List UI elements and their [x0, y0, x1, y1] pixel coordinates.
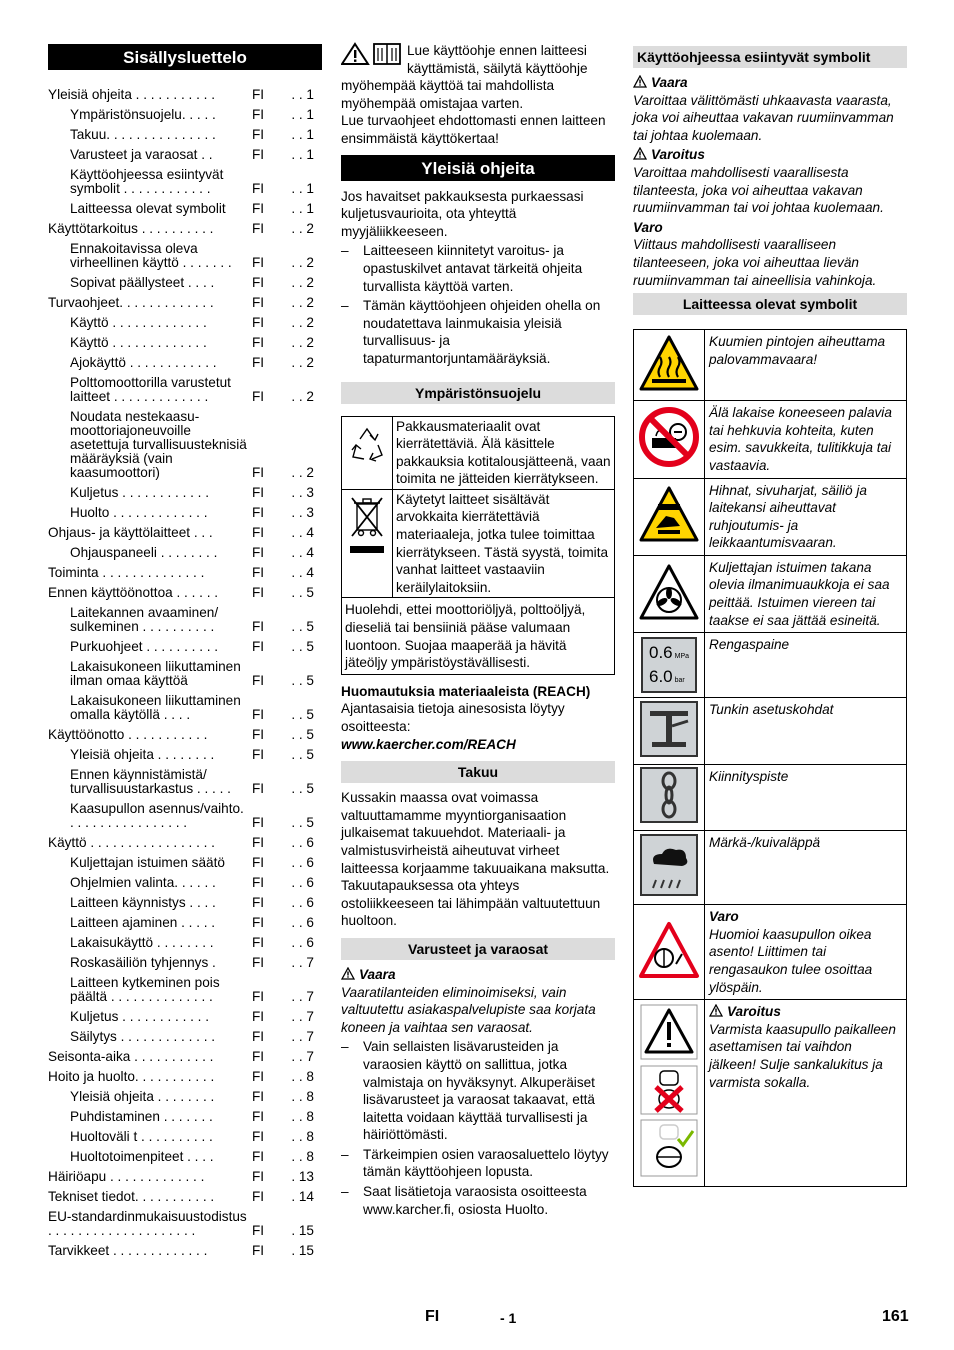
toc-entry[interactable] [48, 200, 322, 220]
device-symbol-text: Tunkin asetuskohdat [705, 698, 907, 765]
danger-label [633, 74, 907, 92]
toc-entry-page: . . 7 [291, 955, 314, 970]
gas-bottle-position-cell [634, 905, 705, 1000]
device-symbol-text: Märkä-/kuivaläppä [705, 831, 907, 905]
toc-entry-page: . . 1 [291, 127, 314, 142]
toc-entry-lang: FI [252, 989, 265, 1004]
warranty-title: Takuu [341, 761, 615, 783]
toc-entry-title: Kuljetus . . . . . . . . . . . . [70, 1009, 210, 1024]
toc-entry-lang: FI [252, 465, 265, 480]
no-burning-items-icon [638, 406, 700, 468]
toc-entry[interactable] [48, 106, 322, 126]
env-row-3: Huolehdi, ettei moottoriöljyä, polttoöljyä, dieseliä tai bensiiniä pääse valumaan luontoon. Suojaa maaperää ja hävitä jäteöljy ympäristöystävällisesti. [342, 598, 615, 674]
toc-entry-page: . . 8 [291, 1089, 314, 1104]
toc-entry-page: . . 7 [291, 989, 314, 1004]
toc-entry-page: . . 2 [291, 335, 314, 350]
toc-entry[interactable] [48, 1148, 322, 1168]
toc-entry[interactable] [48, 894, 322, 914]
toc-entry[interactable] [48, 746, 322, 766]
toc-entry-title: Laitteessa olevat symbolit [70, 201, 226, 216]
list-item: – Tärkeimpien osien varaosaluettelo löytyy tämän käyttöohjeen lopusta. [341, 1146, 615, 1181]
toc-entry-lang: FI [252, 1069, 265, 1084]
device-caution-text: Huomioi kaasupullon oikea asento! Liittimen tai rengasaukon tulee osoittaa ylöspäin. [709, 926, 873, 995]
toc-entry-title: Lakaisukoneen liikuttaminen ilman omaa käyttöä [70, 659, 241, 688]
toc-entry-lang: FI [252, 747, 265, 762]
toc-entry[interactable] [48, 1088, 322, 1108]
caution-label: Varo [633, 219, 663, 235]
gauge-unit-1: MPa [674, 653, 690, 661]
crush-hazard-cell [634, 478, 705, 555]
list-item: – Saat lisätietoja varaosista osoitteesta www.karcher.fi, osiosta Huolto. [341, 1183, 615, 1218]
gas-bottle-wrong-icon [640, 1065, 698, 1115]
toc-entry-page: . . 2 [291, 355, 314, 370]
toc-entry[interactable] [48, 1108, 322, 1128]
toc-entry-lang: FI [252, 275, 265, 290]
toc-entry-title: Kaasupullon asennus/vaihto. . . . . . . . . . . . . . . . . [70, 801, 244, 830]
toc-entry-title: Polttomoottorilla varustetut laitteet . . . . . . . . . . . . . [70, 375, 231, 404]
warning-triangle-large-icon [640, 1004, 698, 1060]
toc-entry-page: . . 7 [291, 1049, 314, 1064]
toc-entry-page: . . 7 [291, 1029, 314, 1044]
toc-entry[interactable] [48, 544, 322, 564]
general-bullets [341, 242, 615, 367]
crossed-bin-icon [342, 490, 392, 566]
toc-entry-title: Purkuohjeet . . . . . . . . . . [70, 639, 219, 654]
toc-entry-page: . . 5 [291, 639, 314, 654]
toc-entry-page: . . 6 [291, 855, 314, 870]
toc-entry-title: Huolto . . . . . . . . . . . . . [70, 505, 208, 520]
toc-entry[interactable] [48, 408, 322, 484]
device-warning-text: Varmista kaasupullo paikalleen asettamisen tai vaihdon jälkeen! Sulje sankalukitus ja varmista sokalla. [709, 1021, 896, 1090]
toc-entry-page: . . 7 [291, 1009, 314, 1024]
toc-entry-lang: FI [252, 545, 265, 560]
general-title: Yleisiä ohjeita [341, 155, 615, 181]
toc-entry-title: Ympäristönsuojelu. . . . . [70, 107, 216, 122]
toc-entry-lang: FI [252, 255, 265, 270]
toc-entry-title: Noudata nestekaasu- moottoriajoneuvoille asetettuja turvallisuusteknisiä määräyksiä (vain kaasumoottori) [70, 409, 247, 480]
toc-entry-title: Säilytys . . . . . . . . . . . . . [70, 1029, 216, 1044]
toc-entry-lang: FI [252, 221, 265, 236]
toc-entry-title: Turvaohjeet. . . . . . . . . . . . . [48, 295, 214, 310]
toc-entry[interactable] [48, 834, 322, 854]
toc-entry-lang: FI [252, 1169, 265, 1184]
toc-title: Sisällysluettelo [48, 44, 322, 70]
warning-manual-icon [341, 42, 403, 66]
toc-entry-title: Tekniset tiedot. . . . . . . . . . . [48, 1189, 215, 1204]
toc-entry-lang: FI [252, 485, 265, 500]
toc-entry-page: . . 2 [291, 389, 314, 404]
toc-entry-lang: FI [252, 915, 265, 930]
gas-bottle-secure-cell [634, 1000, 705, 1187]
toc-entry[interactable] [48, 146, 322, 166]
toc-entry-title: Laitteen ajaminen . . . . . [70, 915, 216, 930]
tie-down-point-cell [634, 765, 705, 831]
toc-entry-lang: FI [252, 1243, 265, 1258]
footer-page-number: 161 [882, 1308, 909, 1325]
toc-entry-page: . 13 [291, 1169, 314, 1184]
toc-entry-page: . . 2 [291, 315, 314, 330]
toc-entry-title: Käyttö . . . . . . . . . . . . . . . . . [48, 835, 215, 850]
toc-entry[interactable] [48, 1068, 322, 1088]
device-warning-label-text: Varoitus [727, 1004, 781, 1020]
toc-entry-lang: FI [252, 835, 265, 850]
toc-entry[interactable] [48, 564, 322, 584]
toc-entry[interactable] [48, 374, 322, 408]
toc-entry-lang: FI [252, 315, 265, 330]
toc-entry-page: . . 2 [291, 255, 314, 270]
toc-entry-lang: FI [252, 855, 265, 870]
device-symbol-text: Kiinnityspiste [705, 765, 907, 831]
toc-entry-title: Käyttöohjeessa esiintyvät symbolit . . . . . . . . . . . . [70, 167, 224, 196]
hot-surface-cell [634, 330, 705, 401]
toc-entry-page: . . 2 [291, 295, 314, 310]
list-item: – Laitteeseen kiinnitetyt varoitus- ja opastuskilvet antavat tärkeitä ohjeita turvallista käyttöä varten. [341, 242, 615, 295]
gas-bottle-warning [705, 1000, 907, 1187]
toc-entry-lang: FI [252, 147, 265, 162]
toc-entry-page: . . 3 [291, 485, 314, 500]
toc-entry-title: Laitteen käynnistys . . . . [70, 895, 216, 910]
device-symbol-text: Älä lakaise koneeseen palavia tai hehkuvia kohteita, kuten esim. savukkeita, tulitikkuja tai vastaavia. [705, 401, 907, 478]
warning-triangle-icon [341, 967, 355, 980]
toc-entry-page: . . 8 [291, 1069, 314, 1084]
footer-page-sub-text: - 1 [500, 1310, 517, 1326]
toc-entry[interactable] [48, 86, 322, 106]
symbols-device-title: Laitteessa olevat symbolit [633, 293, 907, 315]
device-symbol-text: Kuumien pintojen aiheuttama palovammavaara! [705, 330, 907, 401]
toc-entry-page: . . 5 [291, 815, 314, 830]
toc-entry-page: . . 5 [291, 727, 314, 742]
toc-entry-title: Laitekannen avaaminen/ sulkeminen . . . . . . . . . . [70, 605, 219, 634]
toc-column [48, 44, 322, 1262]
toc-entry-title: Ajokäyttö . . . . . . . . . . . . [70, 355, 217, 370]
toc-entry-title: Lakaisukoneen liikuttaminen omalla käytöllä . . . . [70, 693, 241, 722]
toc-entry[interactable] [48, 604, 322, 638]
toc-entry-lang: FI [252, 355, 265, 370]
toc-entry-lang: FI [252, 1129, 265, 1144]
reach-title: Huomautuksia materiaaleista (REACH) [341, 683, 591, 699]
toc-entry-page: . 14 [291, 1189, 314, 1204]
device-symbol-text: Hihnat, sivuharjat, säiliö ja laitekansi aiheuttavat ruhjoutumis- ja leikkaantumisvaaran. [705, 478, 907, 555]
toc-entry-title: EU-standardinmukaisuustodistus . . . . . . . . . . . . . . . . . . . . [48, 1209, 247, 1238]
toc-entry-lang: FI [252, 1089, 265, 1104]
accessories-title: Varusteet ja varaosat [341, 938, 615, 960]
toc-entry[interactable] [48, 1008, 322, 1028]
toc-entry-page: . . 1 [291, 107, 314, 122]
recycle-icon-cell [342, 416, 393, 489]
toc-entry[interactable] [48, 314, 322, 334]
gauge-value-1: 0.6 [649, 643, 673, 663]
toc-entry-page: . 15 [291, 1223, 314, 1238]
toc-entry-title: Ohjaus- ja käyttölaitteet . . . [48, 525, 213, 540]
toc-entry-page: . . 4 [291, 525, 314, 540]
toc-entry-lang: FI [252, 1049, 265, 1064]
fan-hazard-icon [638, 562, 700, 622]
toc-entry[interactable] [48, 874, 322, 894]
env-row-2: Käytetyt laitteet sisältävät arvokkaita kierrätettäviä materiaaleja, jotka tulee toimittaa kierrätykseen. Tästä syystä, toimita vanhat laitteet vastaaviin keräilylaitoksiin. [393, 489, 615, 598]
toc-entry[interactable] [48, 1128, 322, 1148]
accessories-bullets [341, 1038, 615, 1218]
toc-entry[interactable] [48, 126, 322, 146]
warranty-text: Kussakin maassa ovat voimassa valtuuttamamme myyntiorganisaation julkaisemat takuuehdot. Materiaali- ja valmistusvirheistä aiheutuvat virheet laitteessa korjaamme takuuaikana maksutta. Takuutapauksessa ota yhteys ostoliikkeeseen tai lähimpään valtuutettuun huoltoon. [341, 790, 610, 929]
toc-entry-page: . . 5 [291, 619, 314, 634]
weee-icon-cell [342, 489, 393, 598]
toc-entry-lang: FI [252, 673, 265, 688]
warning-text: Varoittaa mahdollisesti vaarallisesta tilanteesta, joka voi aiheuttaa vakavan ruumiinvamman tai voi johtaa kuolemaan. [633, 164, 884, 216]
toc-entry-page: . . 1 [291, 181, 314, 196]
device-symbols-table [633, 329, 907, 1187]
gas-bottle-caution [705, 905, 907, 1000]
toc-entry-lang: FI [252, 619, 265, 634]
toc-entry-lang: FI [252, 87, 265, 102]
toc-entry-title: Käyttöönotto . . . . . . . . . . . [48, 727, 208, 742]
toc-entry-lang: FI [252, 895, 265, 910]
toc-entry-page: . . 5 [291, 585, 314, 600]
fan-hazard-cell [634, 555, 705, 632]
toc-entry-title: Ohjelmien valinta. . . . . . [70, 875, 216, 890]
toc-entry[interactable] [48, 524, 322, 544]
tyre-pressure-gauge [641, 637, 697, 693]
toc-entry-page: . . 5 [291, 781, 314, 796]
warning-label [633, 146, 907, 164]
toc-entry-lang: FI [252, 935, 265, 950]
toc-entry[interactable] [48, 1168, 322, 1188]
toc-entry-lang: FI [252, 815, 265, 830]
toc-entry[interactable] [48, 1208, 322, 1242]
toc-entry-page: . . 8 [291, 1129, 314, 1144]
gauge-unit-2: bar [674, 677, 685, 685]
hot-surface-icon [638, 333, 700, 393]
toc-entry-lang: FI [252, 127, 265, 142]
toc-entry[interactable] [48, 354, 322, 374]
env-title: Ympäristönsuojelu [341, 382, 615, 404]
danger-label-text: Vaara [651, 75, 688, 90]
toc-entry-lang: FI [252, 181, 265, 196]
toc-entry-lang: FI [252, 1009, 265, 1024]
toc-entry-title: Roskasäiliön tyhjennys . [70, 955, 216, 970]
gas-bottle-warning-icon [638, 920, 700, 980]
toc-entry-page: . . 2 [291, 221, 314, 236]
toc-entry-lang: FI [252, 585, 265, 600]
warning-triangle-icon [633, 75, 647, 88]
toc-entry-page: . . 8 [291, 1149, 314, 1164]
toc-entry-lang: FI [252, 707, 265, 722]
toc-entry[interactable] [48, 484, 322, 504]
no-burning-items-cell [634, 401, 705, 478]
toc-entry-title: Ennen käyttöönottoa . . . . . . [48, 585, 219, 600]
toc-entry[interactable] [48, 934, 322, 954]
toc-entry[interactable] [48, 974, 322, 1008]
reach-url[interactable]: www.kaercher.com/REACH [341, 736, 516, 752]
toc-entry-page: . . 4 [291, 545, 314, 560]
toc-entry-lang: FI [252, 639, 265, 654]
accessories-warn-label [341, 966, 615, 984]
toc-entry-lang: FI [252, 727, 265, 742]
toc-entry-lang: FI [252, 525, 265, 540]
accessories-warn-text: Vaaratilanteiden eliminoimiseksi, vain valtuutettu asiakaspalvelupiste saa korjata koneen ja vaihtaa sen varaosat. [341, 984, 596, 1035]
toc-entry-title: Käyttötarkoitus . . . . . . . . . . [48, 221, 214, 236]
toc-entry-title: Sopivat päällysteet . . . . [70, 275, 215, 290]
device-symbol-text: Rengaspaine [705, 633, 907, 698]
toc-entry-page: . . 4 [291, 565, 314, 580]
jack-point-cell [634, 698, 705, 765]
toc-entry[interactable] [48, 1188, 322, 1208]
toc-entry-title: Seisonta-aika . . . . . . . . . . . [48, 1049, 214, 1064]
toc-entry-title: Laitteen kytkeminen pois päältä . . . . . . . . . . . . . . [70, 975, 220, 1004]
danger-text: Varoittaa välittömästi uhkaavasta vaarasta, joka voi aiheuttaa vakavan ruumiinvamman tai johtaa kuolemaan. [633, 92, 894, 143]
toc-entry[interactable] [48, 220, 322, 240]
reach-text: Ajantasaisia tietoja ainesosista löytyy osoitteesta: [341, 701, 565, 734]
gauge-value-2: 6.0 [649, 667, 673, 687]
toc-entry[interactable] [48, 504, 322, 524]
toc-entry-title: Häiriöapu . . . . . . . . . . . . . [48, 1169, 205, 1184]
toc-entry-page: . . 6 [291, 935, 314, 950]
footer-page-sub [500, 1310, 516, 1326]
toc-entry[interactable] [48, 692, 322, 726]
toc-entry[interactable] [48, 1242, 322, 1262]
toc-entry-page: . . 8 [291, 1109, 314, 1124]
toc-entry-page: . . 3 [291, 505, 314, 520]
toc-entry-lang: FI [252, 389, 265, 404]
toc-entry-page: . . 1 [291, 87, 314, 102]
toc-entry[interactable] [48, 584, 322, 604]
toc-entry-title: Puhdistaminen . . . . . . . [70, 1109, 213, 1124]
toc-entry-title: Ennen käynnistämistä/ turvallisuustarkastus . . . . . [70, 767, 231, 796]
toc-entry[interactable] [48, 914, 322, 934]
crush-hazard-icon [638, 484, 700, 544]
toc-entry-lang: FI [252, 335, 265, 350]
toc-entry-title: Tarvikkeet . . . . . . . . . . . . . [48, 1243, 208, 1258]
toc-entry-title: Käyttö . . . . . . . . . . . . . [70, 335, 207, 350]
caution-text: Viittaus mahdollisesti vaaralliseen tilanteeseen, joka voi aiheuttaa lievän ruumiinvamman tai aineellisia vahinkoja. [633, 237, 877, 288]
toc-entry-page: . . 6 [291, 835, 314, 850]
list-item: – Tämän käyttöohjeen ohjeiden ohella on noudatettava lainmukaisia yleisiä turvallisuus- ja tapaturmantorjuntamääräyksiä. [341, 297, 615, 367]
toc-entry-title: Toiminta . . . . . . . . . . . . . . [48, 565, 205, 580]
toc-entry[interactable] [48, 1028, 322, 1048]
toc-entry-lang: FI [252, 201, 265, 216]
list-item: – Vain sellaisten lisävarusteiden ja varaosien käyttö on sallittua, jotka valmistaja on hyväksynyt. Alkuperäiset lisävarusteet ja varaosat takaavat, että laitetta voidaan käyttää turvallisesti ja häiriöttömästi. [341, 1038, 615, 1144]
toc-entry-lang: FI [252, 875, 265, 890]
toc-entry[interactable] [48, 274, 322, 294]
toc-entry-page: . . 1 [291, 147, 314, 162]
toc-entry-lang: FI [252, 1223, 265, 1238]
toc-entry-lang: FI [252, 1189, 265, 1204]
wet-dry-flap-cell [634, 831, 705, 905]
toc-entry-page: . . 6 [291, 895, 314, 910]
accessories-warn-label-text: Vaara [359, 966, 396, 982]
toc-entry-title: Yleisiä ohjeita . . . . . . . . [70, 1089, 215, 1104]
toc-entry-page: . . 2 [291, 275, 314, 290]
toc-entry-lang: FI [252, 955, 265, 970]
device-caution-label: Varo [709, 909, 739, 925]
toc-entry-page: . . 5 [291, 747, 314, 762]
middle-column [341, 44, 615, 1218]
device-warning-label [709, 1003, 902, 1021]
footer-lang: FI [425, 1308, 440, 1325]
toc-entry[interactable] [48, 166, 322, 200]
rain-cloud-icon [640, 834, 698, 896]
toc-entry-lang: FI [252, 1109, 265, 1124]
toc-entry[interactable] [48, 954, 322, 974]
toc-entry-lang: FI [252, 781, 265, 796]
toc-entry-title: Kuljettajan istuimen säätö [70, 855, 225, 870]
device-symbol-text: Kuljettajan istuimen takana olevia ilmanimuaukkoja ei saa peittää. Istuimen viereen tai taakse ei saa jättää esineitä. [705, 555, 907, 632]
toc-entry-title: Ohjauspaneeli . . . . . . . . [70, 545, 218, 560]
toc-entry-lang: FI [252, 1149, 265, 1164]
warning-triangle-icon [633, 147, 647, 160]
toc-entry-lang: FI [252, 107, 265, 122]
toc-entry[interactable] [48, 240, 322, 274]
toc-entry-title: Huoltoväli t . . . . . . . . . . [70, 1129, 213, 1144]
toc-entry-page: . . 2 [291, 465, 314, 480]
toc-entry-title: Huoltotoimenpiteet . . . . [70, 1149, 214, 1164]
jack-point-icon [640, 701, 698, 757]
intro-block [341, 42, 615, 148]
right-column [633, 44, 907, 1187]
toc-entry[interactable] [48, 766, 322, 800]
toc-entry-title: Yleisiä ohjeita . . . . . . . . . . . [48, 87, 215, 102]
toc-entry-page: . . 5 [291, 673, 314, 688]
intro-text: Lue käyttöohje ennen laitteesi käyttämistä, säilytä käyttöohje myöhempää käyttöä tai mahdollista myöhempää omistajaa varten. [341, 43, 588, 111]
toc-entry-title: Hoito ja huolto. . . . . . . . . . . [48, 1069, 215, 1084]
toc-entry-page: . . 1 [291, 201, 314, 216]
toc-entry-title: Takuu. . . . . . . . . . . . . . . [70, 127, 216, 142]
toc-entry[interactable] [48, 294, 322, 314]
env-row-1: Pakkausmateriaalit ovat kierrätettäviä. Älä käsittele pakkauksia kotitalousjätteenä, vaan toimita ne jätteiden kierrätykseen. [393, 416, 615, 489]
gas-bottle-correct-icon [640, 1119, 698, 1177]
toc-entry-title: Yleisiä ohjeita . . . . . . . . [70, 747, 215, 762]
warning-label-text: Varoitus [651, 147, 705, 163]
toc-entry[interactable] [48, 726, 322, 746]
toc-entry-page: . . 5 [291, 707, 314, 722]
toc-list [48, 86, 322, 1262]
tyre-pressure-cell [634, 633, 705, 698]
toc-entry-title: Ennakoitavissa oleva virheellinen käyttö . . . . . . . [70, 241, 232, 270]
toc-entry-lang: FI [252, 565, 265, 580]
toc-entry-lang: FI [252, 1029, 265, 1044]
toc-entry[interactable] [48, 800, 322, 834]
toc-entry-page: . . 6 [291, 875, 314, 890]
toc-entry-page: . . 6 [291, 915, 314, 930]
general-text: Jos havaitset pakkauksesta purkaessasi kuljetusvaurioita, ota yhteyttä myyjäliikkeeseen. [341, 188, 584, 239]
toc-entry[interactable] [48, 854, 322, 874]
symbols-manual-title: Käyttöohjeessa esiintyvät symbolit [633, 46, 907, 68]
recycle-icon [342, 417, 392, 477]
env-table [341, 416, 615, 675]
toc-entry-lang: FI [252, 295, 265, 310]
toc-entry-title: Lakaisukäyttö . . . . . . . . [70, 935, 214, 950]
toc-entry[interactable] [48, 658, 322, 692]
warning-triangle-icon [709, 1004, 723, 1017]
toc-entry-title: Varusteet ja varaosat . . [70, 147, 213, 162]
toc-entry-title: Kuljetus . . . . . . . . . . . . [70, 485, 210, 500]
toc-entry-lang: FI [252, 505, 265, 520]
toc-entry[interactable] [48, 334, 322, 354]
chain-icon [640, 767, 698, 823]
toc-entry-page: . 15 [291, 1243, 314, 1258]
toc-entry[interactable] [48, 1048, 322, 1068]
toc-entry-title: Käyttö . . . . . . . . . . . . . [70, 315, 207, 330]
intro-text-2: Lue turvaohjeet ehdottomasti ennen laitteen ensimmäistä käyttökertaa! [341, 113, 606, 146]
toc-entry[interactable] [48, 638, 322, 658]
